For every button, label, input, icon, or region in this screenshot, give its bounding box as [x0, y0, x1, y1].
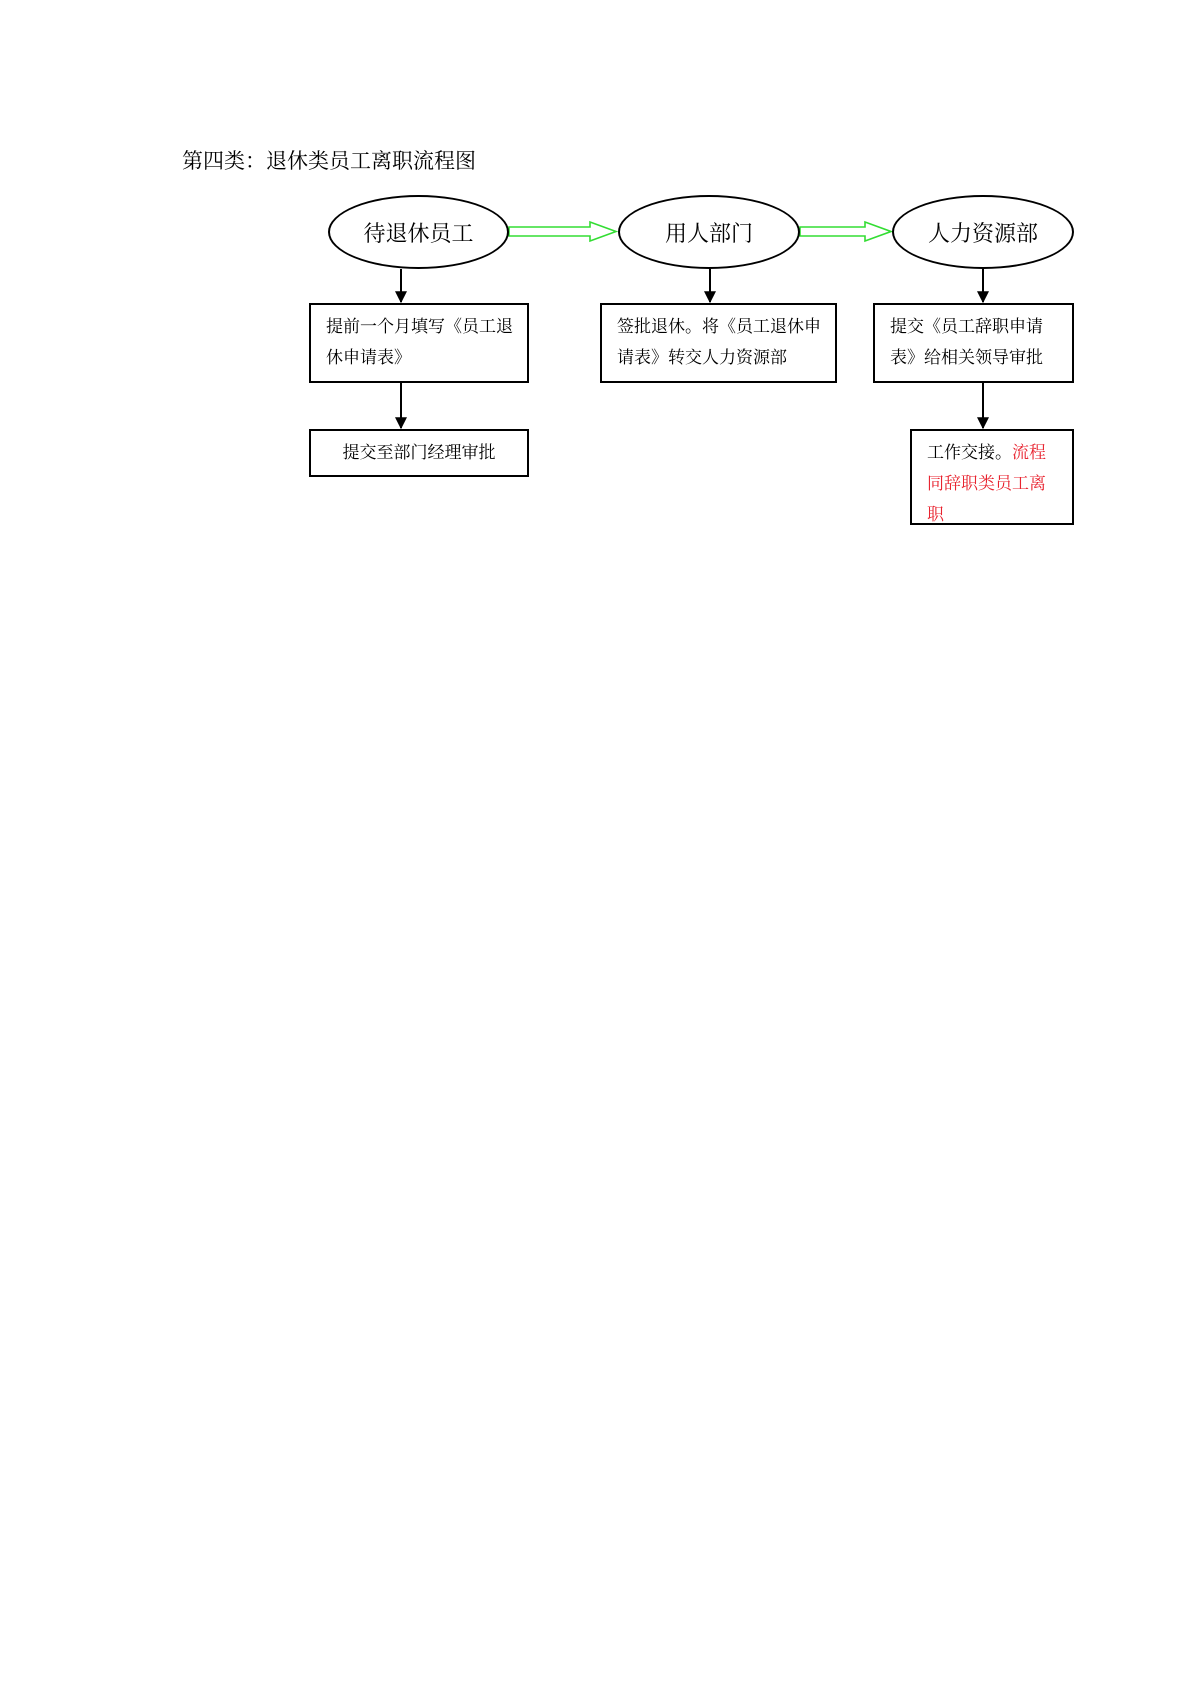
node-hr: [892, 195, 1074, 269]
box-manager-approval-label: 提交至部门经理审批: [342, 442, 496, 463]
box-handover-emphasis: 流程同辞职类员工离职: [927, 443, 1046, 525]
flow-arrow-retiree-to-dept: [509, 222, 616, 241]
box-dept-sign: [600, 303, 837, 383]
box-handover: [910, 429, 1074, 525]
box-manager-approval: [309, 429, 529, 477]
node-dept: [618, 195, 800, 269]
node-retiree-label: 待退休员工: [363, 221, 474, 247]
node-hr-label: 人力资源部: [927, 221, 1038, 247]
node-dept-label: 用人部门: [664, 221, 753, 247]
page-title: 第四类：退休类员工离职流程图: [182, 149, 476, 173]
box-dept-sign-label: 签批退休。将《员工退休申请表》转交人力资源部: [617, 317, 821, 368]
box-handover-text: 工作交接。: [927, 443, 1012, 463]
flow-arrow-dept-to-hr: [800, 222, 891, 241]
box-hr-submit-label: 提交《员工辞职申请表》给相关领导审批: [890, 317, 1043, 368]
box-fill-form: [309, 303, 529, 383]
box-hr-submit: [873, 303, 1074, 383]
box-fill-form-label: 提前一个月填写《员工退休申请表》: [326, 317, 513, 368]
node-retiree: [328, 195, 509, 269]
